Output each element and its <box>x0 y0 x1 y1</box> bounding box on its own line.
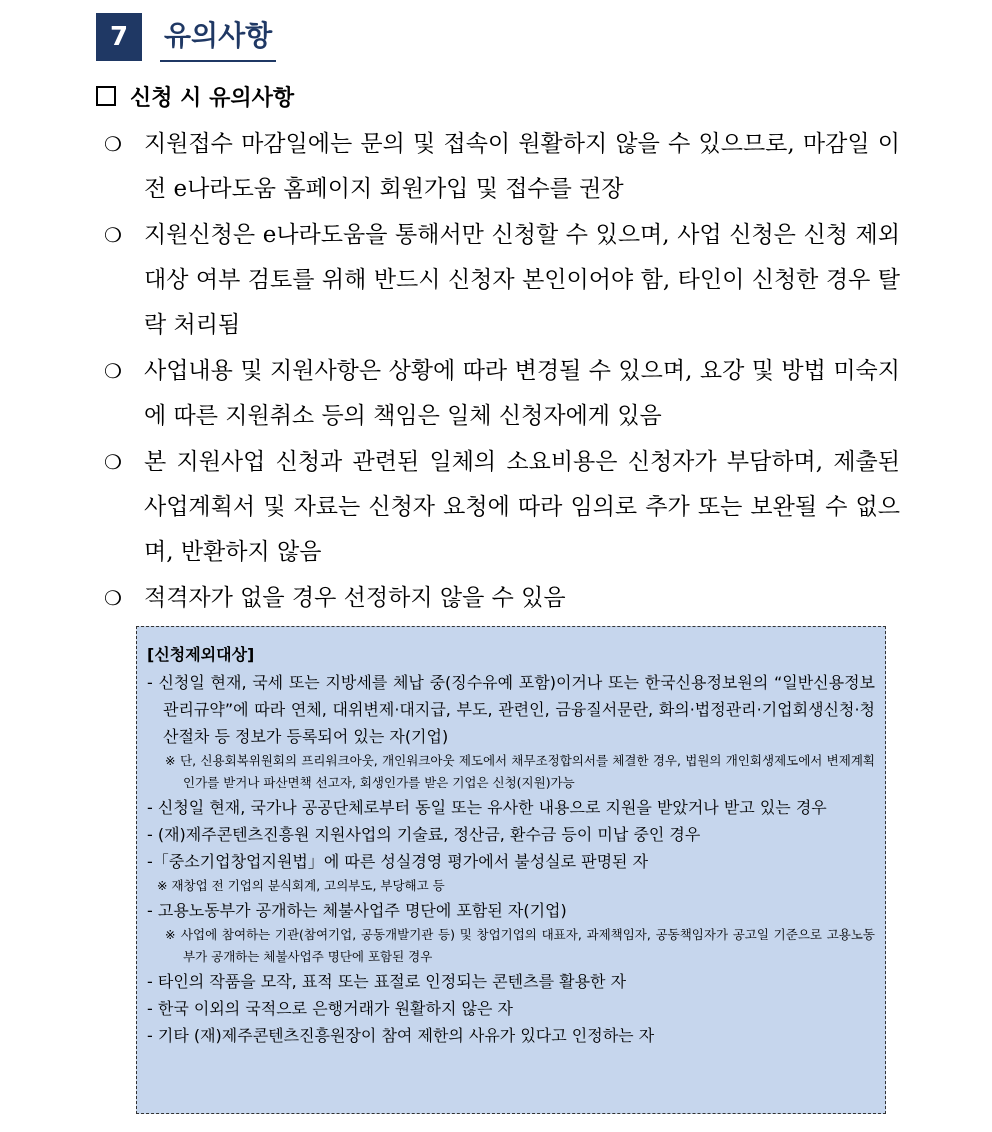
checkbox-square-icon <box>96 86 116 106</box>
exclusion-note: ※ 재창업 전 기업의 분식회계, 고의부도, 부당해고 등 <box>157 878 445 893</box>
notice-bullet-list <box>104 122 900 622</box>
subsection-heading <box>96 80 294 112</box>
circle-bullet-icon: ❍ <box>104 359 122 383</box>
exclusion-item: - 한국 이외의 국적으로 은행거래가 원활하지 않은 자 <box>147 999 513 1018</box>
exclusion-item: - 고용노동부가 공개하는 체불사업주 명단에 포함된 자(기업) <box>147 901 567 920</box>
notice-bullet-item <box>104 213 900 348</box>
section-number-badge: 7 <box>96 13 142 61</box>
subsection-heading-text: 신청 시 유의사항 <box>130 85 295 111</box>
notice-bullet-item <box>104 122 900 212</box>
exclusion-item: - 신청일 현재, 국가나 공공단체로부터 동일 또는 유사한 내용으로 지원을 받았거나 받고 있는 경우 <box>147 798 827 817</box>
exclusion-item: - 신청일 현재, 국세 또는 지방세를 체납 중(징수유예 포함)이거나 또는 한국신용정보원의 “일반신용정보관리규약”에 따라 연체, 대위변제·대지급, 부도, 관련인, 금융질서문란, 화의·법정관리·기업회생신청·청산절차 등 정보가 등록되어 있는 자(기업) <box>147 673 875 746</box>
exclusion-notice-box <box>136 626 886 1114</box>
circle-bullet-icon: ❍ <box>104 450 122 474</box>
section-title: 유의사항 <box>160 12 276 62</box>
notice-bullet-item <box>104 349 900 439</box>
notice-bullet-text: 지원접수 마감일에는 문의 및 접속이 원활하지 않을 수 있으므로, 마감일 이전 e나라도움 홈페이지 회원가입 및 접수를 권장 <box>144 131 900 202</box>
circle-bullet-icon: ❍ <box>104 132 122 156</box>
exclusion-item: - 타인의 작품을 모작, 표적 또는 표절로 인정되는 콘텐츠를 활용한 자 <box>147 972 627 991</box>
notice-bullet-item <box>104 440 900 575</box>
notice-bullet-text: 지원신청은 e나라도움을 통해서만 신청할 수 있으며, 사업 신청은 신청 제외대상 여부 검토를 위해 반드시 신청자 본인이어야 함, 타인이 신청한 경우 탈락 처리됨 <box>144 222 900 338</box>
exclusion-list <box>147 669 875 1049</box>
exclusion-item: - 기타 (재)제주콘텐츠진흥원장이 참여 제한의 사유가 있다고 인정하는 자 <box>147 1026 655 1045</box>
circle-bullet-icon: ❍ <box>104 223 122 247</box>
notice-bullet-text: 본 지원사업 신청과 관련된 일체의 소요비용은 신청자가 부담하며, 제출된 사업계획서 및 자료는 신청자 요청에 따라 임의로 추가 또는 보완될 수 없으며, 반환하지 않음 <box>144 449 900 565</box>
exclusion-item: -「중소기업창업지원법」에 따른 성실경영 평가에서 불성실로 판명된 자 <box>147 852 649 871</box>
exclusion-title: [신청제외대상] <box>147 645 255 664</box>
notice-bullet-item <box>104 576 900 621</box>
notice-bullet-text: 적격자가 없을 경우 선정하지 않을 수 있음 <box>144 585 566 611</box>
exclusion-note: ※ 단, 신용회복위원회의 프리워크아웃, 개인워크아웃 제도에서 채무조정합의서를 체결한 경우, 법원의 개인회생제도에서 변제계획인가를 받거나 파산면책 선고자, 회생인가를 받은 기업은 신청(지원)가능 <box>165 753 875 790</box>
exclusion-note: ※ 사업에 참여하는 기관(참여기업, 공동개발기관 등) 및 창업기업의 대표자, 과제책임자, 공동책임자가 공고일 기준으로 고용노동부가 공개하는 체불사업주 명단에 포함된 경우 <box>165 927 875 964</box>
exclusion-item: - (재)제주콘텐츠진흥원 지원사업의 기술료, 정산금, 환수금 등이 미납 중인 경우 <box>147 825 701 844</box>
notice-bullet-text: 사업내용 및 지원사항은 상황에 따라 변경될 수 있으며, 요강 및 방법 미숙지에 따른 지원취소 등의 책임은 일체 신청자에게 있음 <box>144 358 900 429</box>
circle-bullet-icon: ❍ <box>104 586 122 610</box>
